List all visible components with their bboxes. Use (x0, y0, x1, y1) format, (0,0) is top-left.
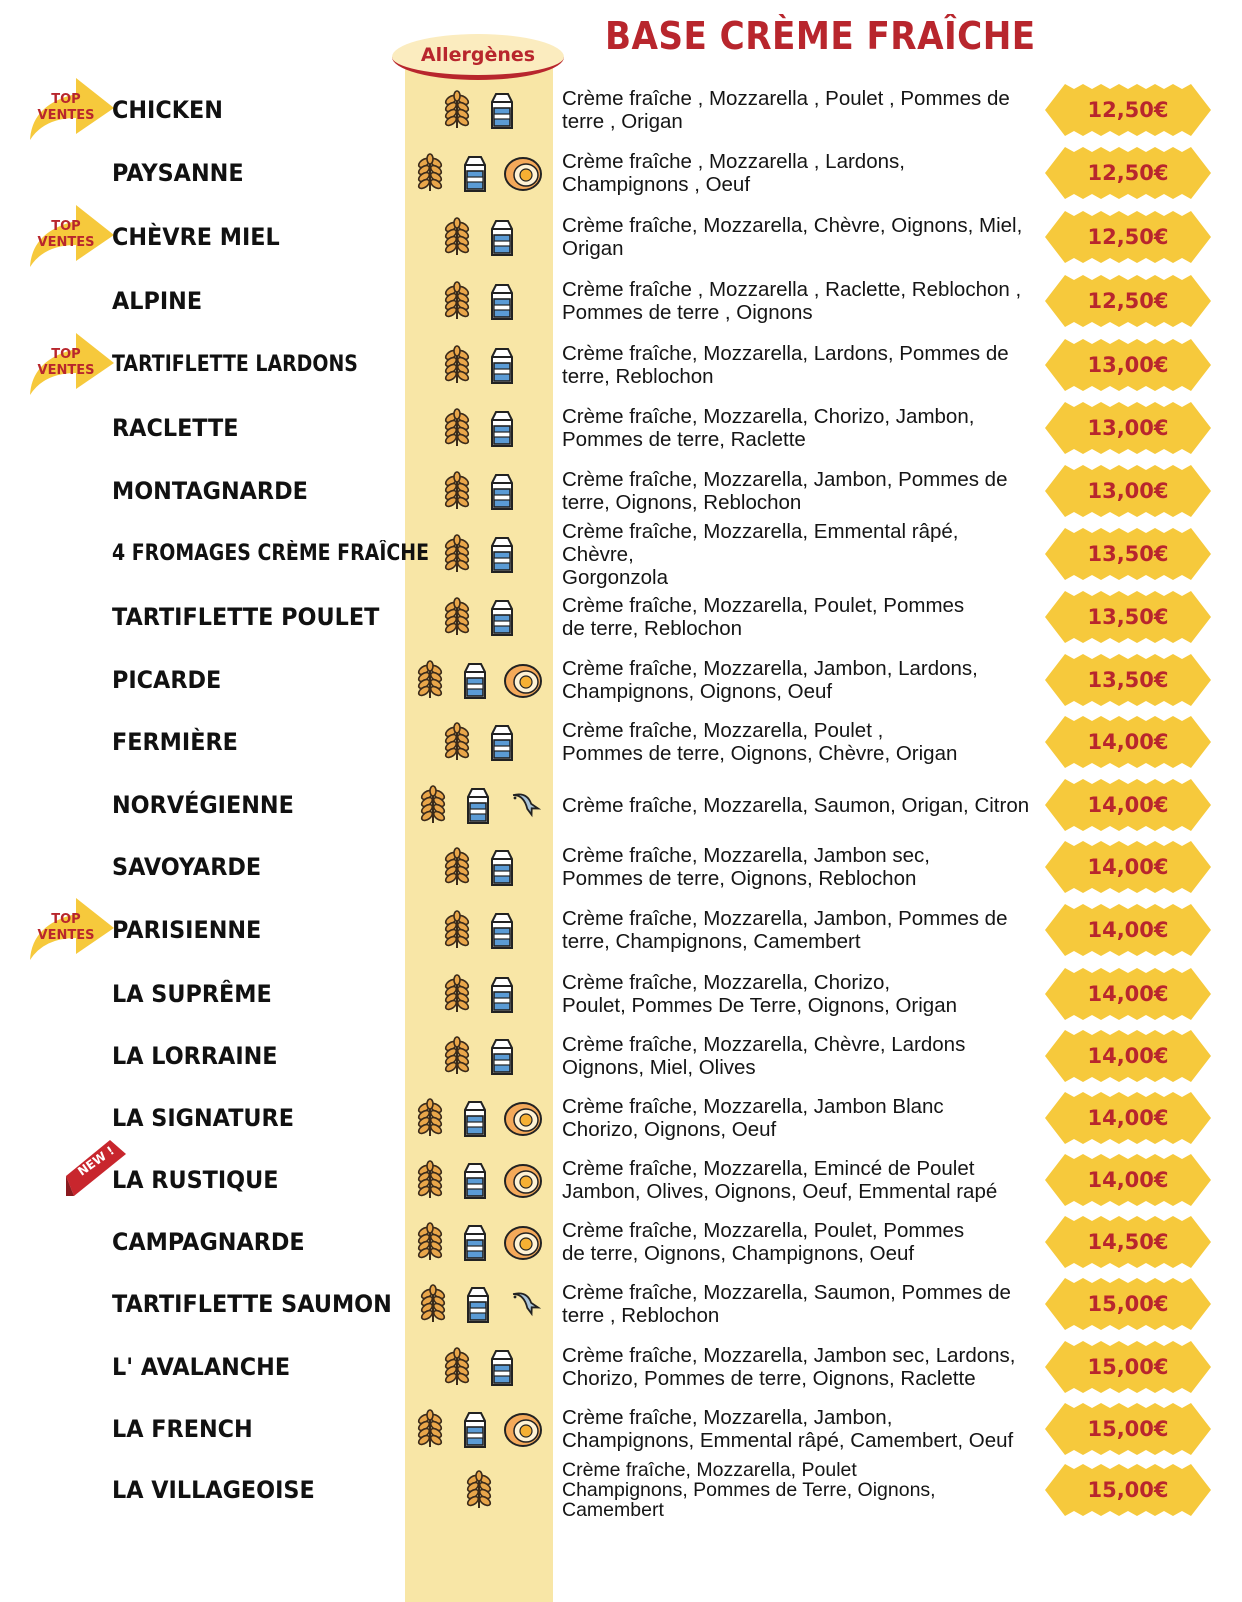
allergen-icons (405, 898, 553, 962)
menu-row (0, 1272, 1242, 1336)
ingredients-text (562, 1339, 1032, 1395)
ingredients-line: Chorizo, Pommes de terre, Oignons, Raclette (562, 1367, 976, 1390)
wheat-icon (414, 1160, 446, 1200)
price-label: 14,00€ (1087, 730, 1169, 754)
wheat-icon (441, 217, 473, 257)
price-badge (1045, 463, 1211, 519)
price-badge (1045, 1214, 1211, 1270)
pizza-name: LA RUSTIQUE (112, 1166, 279, 1194)
price-badge (1045, 209, 1211, 265)
price-badge (1045, 589, 1211, 645)
ingredients-line: terre , Reblochon (562, 1304, 720, 1327)
allergen-icons (405, 333, 553, 397)
ingredients-line: Crème fraîche, Mozzarella, Jambon sec, Lardons, (562, 1344, 1016, 1367)
ingredients-text (562, 839, 1032, 895)
pizza-name: PAYSANNE (112, 159, 244, 187)
allergen-icons (405, 78, 553, 142)
ingredients-text (562, 966, 1032, 1022)
ingredients-line: terre, Oignons, Reblochon (562, 491, 802, 514)
menu-row (0, 1143, 1242, 1212)
ingredients-line: Pommes de terre, Raclette (562, 428, 806, 451)
menu-row (0, 962, 1242, 1026)
allergen-icons (405, 648, 553, 712)
ingredients-line: Crème fraîche, Mozzarella, Jambon, Pommes de (562, 468, 1008, 491)
ingredients-line: Gorgonzola (562, 565, 668, 589)
ingredients-text (562, 589, 1032, 645)
ingredients-line: Crème fraîche, Mozzarella, Lardons, Pommes de (562, 342, 1009, 365)
allergen-icons (405, 1397, 553, 1461)
top-ventes-badge (28, 203, 116, 269)
menu-row (0, 1458, 1242, 1522)
pizza-name: ALPINE (112, 287, 203, 315)
ingredients-line: Champignons , Oeuf (562, 173, 751, 196)
allergen-icons (405, 205, 553, 269)
price-label: 14,50€ (1087, 1230, 1169, 1254)
ingredients-line: Crème fraîche, Mozzarella, Emmental râpé, Chèvre, (562, 519, 959, 566)
ingredients-line: terre, Reblochon (562, 365, 714, 388)
menu-row (0, 333, 1242, 397)
milk-carton-icon (458, 1222, 490, 1262)
ingredients-line: Crème fraîche, Mozzarella, Jambon Blanc (562, 1095, 944, 1118)
allergen-icons (405, 1024, 553, 1088)
ingredients-text (562, 273, 1032, 329)
menu-row (0, 459, 1242, 523)
milk-carton-icon (485, 90, 517, 130)
ingredients-line: Champignons, Oignons, Oeuf (562, 680, 833, 703)
ingredients-text (562, 337, 1032, 393)
menu-row (0, 1086, 1242, 1150)
ingredients-line: Crème fraîche, Mozzarella, Jambon, Lardons, (562, 657, 978, 680)
pizza-name: 4 FROMAGES CRÈME FRAÎCHE (112, 541, 430, 566)
allergen-icons (405, 459, 553, 523)
price-badge (1045, 966, 1211, 1022)
price-badge (1045, 1090, 1211, 1146)
ingredients-line: Crème fraîche , Mozzarella , Raclette, Reblochon , (562, 278, 1022, 301)
price-badge (1045, 902, 1211, 958)
price-badge (1045, 1339, 1211, 1395)
ingredients-text (562, 1152, 1032, 1208)
top-ventes-badge (28, 76, 116, 142)
allergen-icons (405, 1272, 553, 1336)
wheat-icon (441, 90, 473, 130)
ingredients-line: Pommes de terre , Oignons (562, 301, 813, 324)
ingredients-line: Crème fraîche, Mozzarella, Chorizo, Jambon, (562, 405, 975, 428)
ingredients-line: Chorizo, Oignons, Oeuf (562, 1118, 777, 1141)
price-label: 14,00€ (1087, 855, 1169, 879)
price-label: 15,00€ (1087, 1478, 1169, 1502)
pizza-name: SAVOYARDE (112, 853, 262, 881)
price-label: 14,00€ (1087, 1106, 1169, 1130)
pizza-name: LA FRENCH (112, 1415, 253, 1443)
pizza-name: PARISIENNE (112, 916, 262, 944)
top-ventes-word: VENTES (37, 363, 95, 378)
wheat-icon (414, 1098, 446, 1138)
wheat-icon (463, 1470, 495, 1510)
allergen-icons (405, 1458, 553, 1522)
top-ventes-word: TOP (51, 219, 81, 234)
allergen-icons (405, 1148, 553, 1212)
menu-row (0, 710, 1242, 774)
ingredients-line: de terre, Oignons, Champignons, Oeuf (562, 1242, 915, 1265)
allergen-icons (405, 1210, 553, 1274)
ingredients-text (562, 777, 1032, 833)
milk-carton-icon (458, 1409, 490, 1449)
wheat-icon (414, 660, 446, 700)
top-ventes-label (32, 92, 100, 124)
menu-row (0, 648, 1242, 712)
pizza-name: TARTIFLETTE SAUMON (112, 1290, 392, 1318)
ingredients-line: Crème fraîche, Mozzarella, Chèvre, Lardons (562, 1033, 966, 1056)
pizza-name: L' AVALANCHE (112, 1353, 291, 1381)
price-label: 14,00€ (1087, 982, 1169, 1006)
egg-icon (502, 1098, 544, 1138)
fish-icon (505, 785, 541, 825)
ingredients-line: Crème fraîche, Mozzarella, Chorizo, (562, 971, 891, 994)
wheat-icon (441, 1036, 473, 1076)
price-label: 12,50€ (1087, 289, 1169, 313)
menu-row (0, 585, 1242, 649)
egg-icon (502, 1409, 544, 1449)
egg-icon (502, 1222, 544, 1262)
milk-carton-icon (485, 1036, 517, 1076)
pizza-name: RACLETTE (112, 414, 239, 442)
pizza-name: CHICKEN (112, 96, 223, 124)
pizza-name: LA SIGNATURE (112, 1104, 294, 1132)
milk-carton-icon (461, 1284, 493, 1324)
pizza-name: LA LORRAINE (112, 1042, 278, 1070)
ingredients-line: Champignons, Pommes de Terre, Oignons, (562, 1479, 936, 1501)
menu-row (0, 835, 1242, 899)
allergen-icons (405, 585, 553, 649)
wheat-icon (441, 281, 473, 321)
milk-carton-icon (485, 1347, 517, 1387)
top-ventes-label (32, 347, 100, 379)
price-label: 15,00€ (1087, 1292, 1169, 1316)
top-ventes-word: TOP (51, 912, 81, 927)
wheat-icon (441, 974, 473, 1014)
ingredients-line: Crème fraîche, Mozzarella, Saumon, Pommes de (562, 1281, 1011, 1304)
ingredients-line: terre, Champignons, Camembert (562, 930, 861, 953)
wheat-icon (441, 847, 473, 887)
wheat-icon (417, 1284, 449, 1324)
milk-carton-icon (485, 847, 517, 887)
milk-carton-icon (485, 597, 517, 637)
milk-carton-icon (485, 722, 517, 762)
allergen-icons (405, 141, 553, 205)
pizza-name: PICARDE (112, 666, 222, 694)
ingredients-line: Oignons, Miel, Olives (562, 1056, 756, 1079)
ingredients-line: Pommes de terre, Oignons, Reblochon (562, 867, 917, 890)
price-label: 12,50€ (1087, 161, 1169, 185)
ingredients-line: Origan (562, 237, 624, 260)
ingredients-line: Crème fraîche, Mozzarella, Emincé de Poulet (562, 1157, 975, 1180)
milk-carton-icon (461, 785, 493, 825)
milk-carton-icon (485, 974, 517, 1014)
wheat-icon (417, 785, 449, 825)
menu-row (0, 78, 1242, 142)
price-label: 13,50€ (1087, 605, 1169, 629)
wheat-icon (441, 1347, 473, 1387)
menu-row (0, 898, 1242, 962)
ingredients-line: Crème fraîche, Mozzarella, Poulet, Pommes (562, 1219, 965, 1242)
top-ventes-label (32, 912, 100, 944)
price-badge (1045, 145, 1211, 201)
wheat-icon (441, 722, 473, 762)
price-badge (1045, 273, 1211, 329)
menu-row (0, 1335, 1242, 1399)
price-label: 13,00€ (1087, 479, 1169, 503)
ingredients-line: Crème fraîche, Mozzarella, Jambon, Pommes de (562, 907, 1008, 930)
pizza-name: TARTIFLETTE POULET (112, 603, 380, 631)
milk-carton-icon (458, 1098, 490, 1138)
price-badge (1045, 1401, 1211, 1457)
top-ventes-label (32, 219, 100, 251)
price-badge (1045, 82, 1211, 138)
price-label: 13,00€ (1087, 416, 1169, 440)
milk-carton-icon (485, 471, 517, 511)
top-ventes-word: VENTES (37, 108, 95, 123)
top-ventes-badge (28, 896, 116, 962)
pizza-name: NORVÉGIENNE (112, 791, 294, 819)
milk-carton-icon (485, 534, 517, 574)
wheat-icon (441, 597, 473, 637)
ingredients-line: de terre, Reblochon (562, 617, 743, 640)
price-badge (1045, 1462, 1211, 1518)
ingredients-line: Champignons, Emmental râpé, Camembert, Oeuf (562, 1429, 1014, 1452)
price-badge (1045, 1152, 1211, 1208)
price-label: 13,00€ (1087, 353, 1169, 377)
price-label: 15,00€ (1087, 1417, 1169, 1441)
allergen-icons (405, 1086, 553, 1150)
ingredients-text (562, 82, 1032, 138)
ingredients-text (562, 209, 1032, 265)
menu-row (0, 141, 1242, 205)
ingredients-text (562, 1276, 1032, 1332)
price-badge (1045, 714, 1211, 770)
ingredients-text (562, 902, 1032, 958)
ingredients-line: Camembert (562, 1499, 664, 1521)
menu-row (0, 396, 1242, 460)
price-badge (1045, 526, 1211, 582)
ingredients-line: Crème fraîche, Mozzarella, Poulet, Pommes (562, 594, 965, 617)
pizza-name: TARTIFLETTE LARDONS (112, 352, 358, 377)
menu-row (0, 1397, 1242, 1461)
pizza-name: MONTAGNARDE (112, 477, 308, 505)
page-title: BASE CRÈME FRAÎCHE (605, 14, 1036, 58)
price-label: 12,50€ (1087, 225, 1169, 249)
price-badge (1045, 652, 1211, 708)
allergen-icons (405, 396, 553, 460)
price-label: 14,00€ (1087, 1168, 1169, 1192)
ingredients-text (562, 714, 1032, 770)
wheat-icon (441, 408, 473, 448)
milk-carton-icon (458, 153, 490, 193)
wheat-icon (414, 1409, 446, 1449)
top-ventes-word: TOP (51, 92, 81, 107)
menu-row (0, 773, 1242, 837)
top-ventes-word: TOP (51, 347, 81, 362)
egg-icon (502, 1160, 544, 1200)
milk-carton-icon (485, 281, 517, 321)
milk-carton-icon (485, 217, 517, 257)
wheat-icon (414, 1222, 446, 1262)
ingredients-line: Crème fraîche, Mozzarella, Jambon, (562, 1406, 893, 1429)
ingredients-text (562, 1090, 1032, 1146)
ingredients-line: Crème fraîche, Mozzarella, Poulet (562, 1459, 857, 1481)
wheat-icon (414, 153, 446, 193)
ingredients-text (562, 1458, 1032, 1522)
top-ventes-word: VENTES (37, 235, 95, 250)
pizza-name: FERMIÈRE (112, 728, 238, 756)
wheat-icon (441, 471, 473, 511)
top-ventes-badge (28, 331, 116, 397)
price-badge (1045, 400, 1211, 456)
pizza-name: CAMPAGNARDE (112, 1228, 305, 1256)
allergen-icons (405, 773, 553, 837)
ingredients-text (562, 1214, 1032, 1270)
price-badge (1045, 1276, 1211, 1332)
price-label: 15,00€ (1087, 1355, 1169, 1379)
ingredients-line: Crème fraîche, Mozzarella, Chèvre, Oignons, Miel, (562, 214, 1023, 237)
price-badge (1045, 839, 1211, 895)
price-label: 12,50€ (1087, 98, 1169, 122)
allergen-icons (405, 962, 553, 1026)
menu-row (0, 269, 1242, 333)
allergens-header: Allergènes (392, 34, 564, 80)
ingredients-text (562, 519, 1032, 589)
ingredients-text (562, 652, 1032, 708)
milk-carton-icon (458, 1160, 490, 1200)
ingredients-line: Crème fraîche , Mozzarella , Lardons, (562, 150, 905, 173)
ingredients-line: Crème fraîche, Mozzarella, Jambon sec, (562, 844, 930, 867)
ingredients-text (562, 145, 1032, 201)
ingredients-text (562, 400, 1032, 456)
price-label: 14,00€ (1087, 1044, 1169, 1068)
menu-row (0, 519, 1242, 589)
new-label: NEW ! (75, 1143, 117, 1179)
allergen-icons (405, 1335, 553, 1399)
milk-carton-icon (485, 910, 517, 950)
ingredients-line: Pommes de terre, Oignons, Chèvre, Origan (562, 742, 958, 765)
menu-row (0, 205, 1242, 269)
milk-carton-icon (485, 408, 517, 448)
price-badge (1045, 777, 1211, 833)
ingredients-line: Crème fraîche, Mozzarella, Saumon, Origan, Citron (562, 793, 1030, 817)
price-label: 13,50€ (1087, 542, 1169, 566)
allergen-icons (405, 522, 553, 586)
fish-icon (505, 1284, 541, 1324)
ingredients-text (562, 1028, 1032, 1084)
menu-row (0, 1210, 1242, 1274)
price-label: 13,50€ (1087, 668, 1169, 692)
ingredients-line: Crème fraîche, Mozzarella, Poulet , (562, 719, 884, 742)
egg-icon (502, 660, 544, 700)
menu-row (0, 1024, 1242, 1088)
ingredients-text (562, 463, 1032, 519)
wheat-icon (441, 910, 473, 950)
price-badge (1045, 337, 1211, 393)
pizza-name: LA VILLAGEOISE (112, 1476, 315, 1504)
wheat-icon (441, 534, 473, 574)
wheat-icon (441, 345, 473, 385)
allergen-icons (405, 835, 553, 899)
milk-carton-icon (458, 660, 490, 700)
ingredients-line: Poulet, Pommes De Terre, Oignons, Origan (562, 994, 957, 1017)
milk-carton-icon (485, 345, 517, 385)
egg-icon (502, 153, 544, 193)
top-ventes-word: VENTES (37, 928, 95, 943)
ingredients-line: Crème fraîche , Mozzarella , Poulet , Pommes de (562, 87, 1010, 110)
price-label: 14,00€ (1087, 793, 1169, 817)
price-badge (1045, 1028, 1211, 1084)
ingredients-line: terre , Origan (562, 110, 683, 133)
price-label: 14,00€ (1087, 918, 1169, 942)
ingredients-line: Jambon, Olives, Oignons, Oeuf, Emmental rapé (562, 1180, 998, 1203)
pizza-name: CHÈVRE MIEL (112, 223, 280, 251)
pizza-name: LA SUPRÊME (112, 980, 272, 1008)
allergen-icons (405, 710, 553, 774)
ingredients-text (562, 1401, 1032, 1457)
allergen-icons (405, 269, 553, 333)
